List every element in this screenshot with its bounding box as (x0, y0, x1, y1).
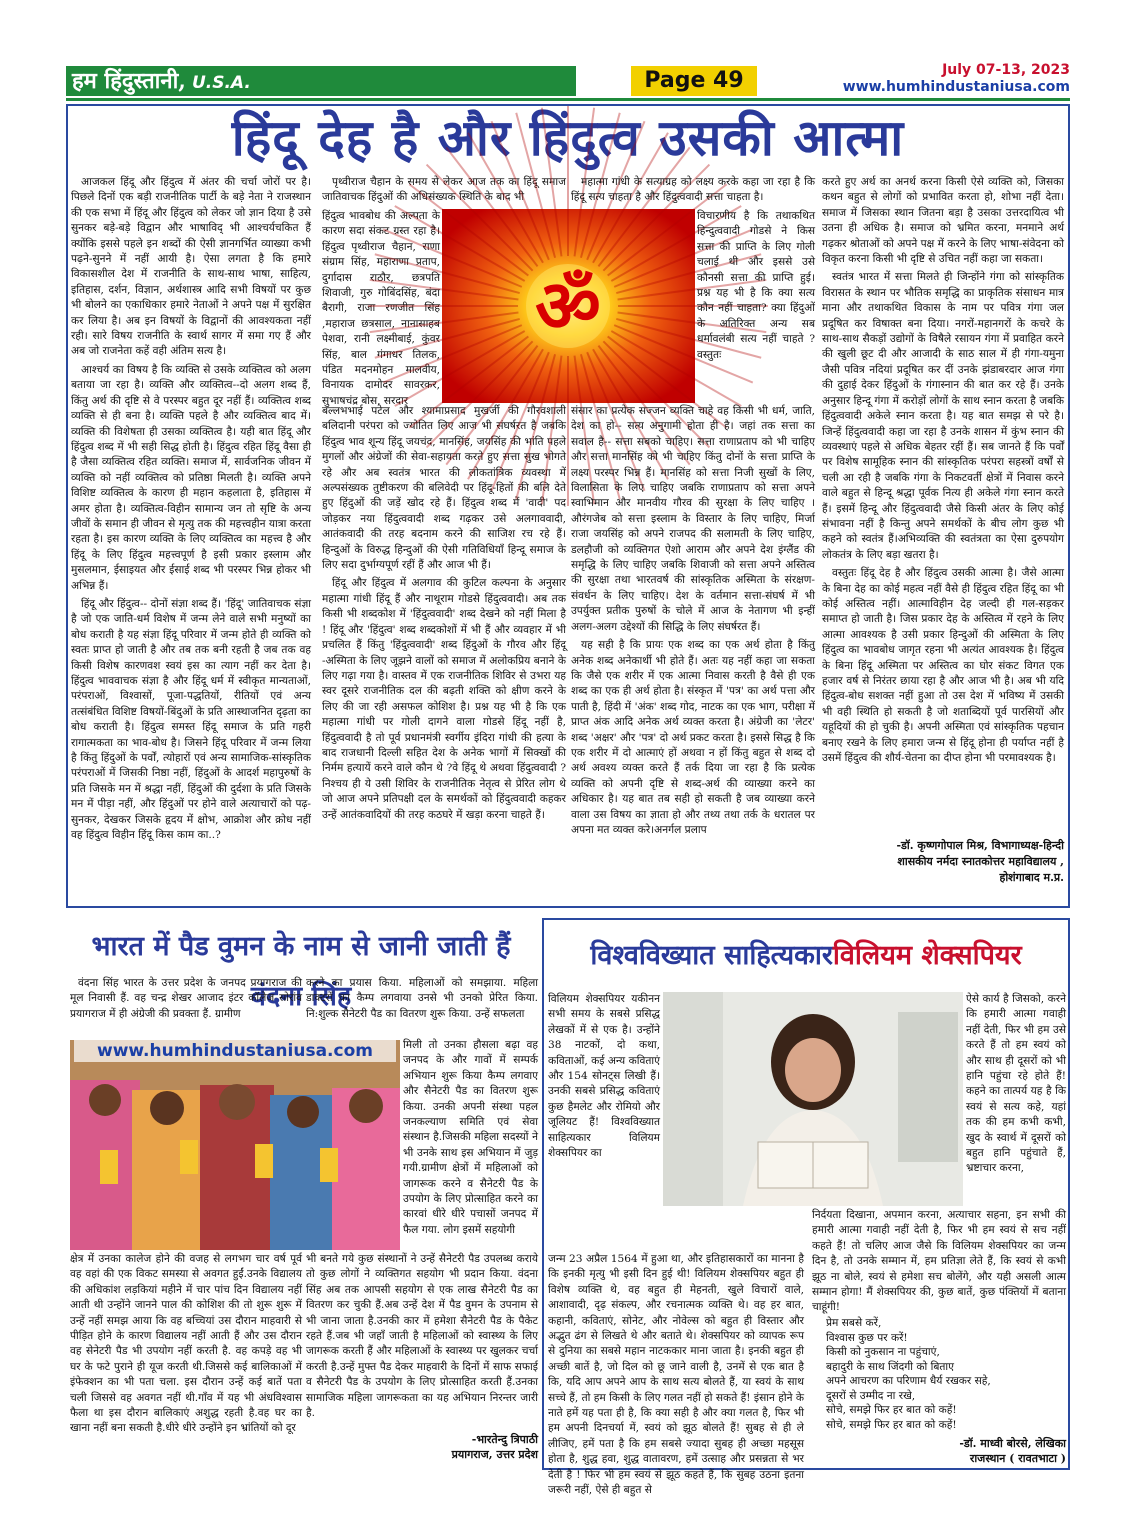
paragraph: आश्चर्य का विषय है कि व्यक्ति से उसके व्यक्तित्व को अलग बताया जा रहा है। व्यक्ति और व्यक्तित्व--दो अलग शब्द हैं, किंतु अर्थ की दृष्टि से वे परस्पर बहुत दूर नहीं हैं। व्यक्तित्व शब्द व्यक्ति से ही बना है। व्यक्ति पहले है और व्यक्तित्व बाद में। व्यक्ति की विशेषता ही उसका व्यक्तित्व है। यही बात हिंदू और हिंदुत्व शब्द में भी सही सिद्ध होती है। हिंदुत्व रहित हिंदू वैसा ही है जैसा व्यक्तित्व रहित व्यक्ति। समाज में, सार्वजनिक जीवन में व्यक्ति को नहीं व्यक्तित्व को प्रतिष्ठा मिलती है। व्यक्ति अपने विशिष्ट व्यक्तित्व के कारण ही महान कहलाता है, इतिहास में अमर होता है। व्यक्तित्व-विहीन सामान्य जन तो सृष्टि के अन्य जीवों के समान ही जीवन से मृत्यु तक की महत्त्वहीन यात्रा करता रहता है। इस कारण व्यक्ति के लिए व्यक्तित्व का महत्त्व है और हिंदू के लिए हिंदुत्व महत्त्वपूर्ण है इसी प्रकार इस्लाम और मुसलमान, ईसाइयत और ईसाई शब्द भी परस्पर भिन्न होकर भी अभिन्न हैं। (71, 363, 311, 592)
paper-name-banner (66, 66, 576, 96)
main-article-column-3-side (697, 209, 815, 404)
paragraph: करने का प्रयास किया. महिलाओं को समझाया. महिला डाक्टरों का कैम्प लगवाया उनसे भी उनको प्रेरित किया. नि:शुल्क सैनेटरी पैड का वितरण शुरू किया. उन्हें सफलता (306, 977, 538, 1020)
paper-name: हम हिंदुस्तानी, (72, 68, 186, 94)
poem-line: सोचे, समझे फिर हर बात को कहें! (826, 1404, 957, 1416)
page-number: Page 49 (631, 66, 757, 96)
byline-line: शासकीय नर्मदा स्नातकोत्तर महाविद्यालय , (897, 855, 1064, 868)
main-article-column-3-bottom (571, 404, 815, 903)
byline-line: -डॉ. माध्वी बोरसे, लेखिका (959, 1437, 1066, 1450)
paragraph: विचारणीय है कि तथाकथित हिन्दुत्ववादी गोडसे ने किस सत्ता की प्राप्ति के लिए गोली चलाई थी और इससे उसे कौनसी सत्ता की प्राप्ति हुई। प्रश्न यह भी है कि क्या सत्य कौन नहीं चाहता? क्या हिंदुओं के अतिरिक्त अन्य सब धर्मावलंबी सत्य नहीं चाहते ?वस्तुतः (697, 210, 815, 361)
shakespeare-article-headline (546, 930, 1066, 982)
shakespeare-bottom-right (812, 1208, 1066, 1314)
vandana-column-1-bottom (70, 1252, 302, 1462)
paragraph: महात्मा गांधी के सत्याग्रह को लक्ष्य करके कहा जा रहा है कि हिंदू सत्य चाहता है और हिंदुत्ववादी सत्ता चाहता है। (571, 176, 815, 204)
paragraph: हिंदुत्व भावबोध की अल्पता के कारण सदा संकट ग्रस्त रहा है। हिंदुत्व पृथ्वीराज चैहान, राणा संग्राम सिंह, महाराणा प्रताप, दुर्गादास राठौर, छत्रपति शिवाजी, गुरु गोबिंदसिंह, बंदा बैरागी, राजा रणजीत सिंह ,महाराज छत्रसाल, नानासाहब पेशवा, रानी लक्ष्मीबाई, कुंवर सिंह, बाल गंगाधर तिलक, पंडित मदनमोहन मालवीय, विनायक दामोदर सावरकर, सुभाषचंद्र बोस, सरदार (322, 210, 440, 407)
main-article-column-2-bottom (322, 404, 566, 903)
paragraph: करते हुए अर्थ का अनर्थ करना किसी ऐसे व्यक्ति को, जिसका कथन बहुत से लोगों को प्रभावित करता हो, शोभा नहीं देता। समाज में जिसका स्थान जितना बड़ा है उसका उत्तरदायित्व भी उतना ही अधिक है। समाज को भ्रमित करना, मनमाने अर्थ गढ़कर श्रोताओं को अपने पक्ष में करने के लिए भाषा-संवेदना को विकृत करना किसी भी दृष्टि से उचित नहीं कहा जा सकता। (822, 176, 1064, 266)
paragraph: निर्दयता दिखाना, अपमान करना, अत्याचार सहना, इन सभी की हमारी आत्मा गवाही नहीं देती है, फिर भी हम स्वयं से सच नहीं कहते हैं! तो चलिए आज जैसे कि विलियम शेक्सपियर का जन्म दिन है, तो उनके सम्मान में, हम प्रतिज्ञा लेते हैं, कि स्वयं से कभी झूठ ना बोले, स्वयं से हमेशा सच बोलेंगे, और यही असली आत्म सम्मान होगा! मैं शेक्सपियर की, कुछ बातें, कुछ पंक्तियों में बताना चाहूंगी! (812, 1209, 1066, 1314)
paragraph: हिंदू और हिंदुत्व-- दोनों संज्ञा शब्द हैं। 'हिंदू' जातिवाचक संज्ञा है जो एक जाति-धर्म विशेष में जन्म लेने वाले सभी मनुष्यों का बोध कराती है यह संज्ञा हिंदू परिवार में जन्म होते ही व्यक्ति को स्वतः प्राप्त हो जाती है और तब तक बनी रहती है जब तक वह किसी विशेष कारणवश स्वयं इस का त्याग नहीं कर देता है। हिंदुत्व भाववाचक संज्ञा है और हिंदू धर्म में स्वीकृत मान्यताओं, परंपराओं, विश्वासों, पूजा-पद्धतियों, रीतियों एवं अन्य तत्संबंधित विशिष्ट विषयों-बिंदुओं के प्रति आस्थाजनित दृढ़ता का बोध कराती है। हिंदुत्व समस्त हिंदू समाज के प्रति गहरी रागात्मकता का भाव-बोध है। जिसने हिंदू परिवार में जन्म लिया है किंतु हिंदुओं के पर्वों, त्योहारों एवं अन्य सामाजिक-सांस्कृतिक परंपराओं में जिसकी निष्ठा नहीं, हिंदुओं के आदर्श महापुरुषों के प्रति जिसके मन में श्रद्धा नहीं, हिंदुओं की दुर्दशा के प्रति जिसके मन में पीड़ा नहीं, और हिंदुओं पर होने वाले अत्याचारों को पढ़-सुनकर, देखकर जिसके हृदय में क्षोभ, आक्रोश और क्रोध नहीं वह हिंदुत्व विहीन हिंदू किस काम का..? (71, 597, 311, 842)
poem-line: विश्वास कुछ पर करें! (826, 1331, 908, 1344)
om-symbol-icon (442, 209, 695, 403)
shakespeare-poem (826, 1316, 1066, 1432)
paper-country: U.S.A. (191, 73, 251, 93)
poem-line: दूसरों से उम्मीद ना रखे, (826, 1389, 916, 1402)
group-photo-graphic (70, 1040, 400, 1250)
reading-photo-graphic (663, 992, 963, 1206)
paragraph: वंदना सिंह भारत के उत्तर प्रदेश के जनपद प्रयागराज की मूल निवासी हैं. वह चन्द्र शेखर आजाद इंटर कॉलेज सोरांव प्रयागराज में ही अंग्रेजी की प्रवक्ता हैं. ग्रामीण (70, 977, 302, 1020)
main-article-byline (822, 838, 1064, 886)
paragraph: संसार का प्रत्येक सज्जन व्यक्ति चाहे वह किसी भी धर्म, जाति, देश का हो-- सत्य अनुगामी होता ही है। जहां तक सत्ता का सवाल है-- सत्ता सबको चाहिए। सत्ता राणाप्रताप को भी चाहिए और सत्ता मानसिंह को भी चाहिए किंतु दोनों के सत्ता प्राप्ति के लक्ष्य परस्पर भिन्न हैं। मानसिंह को सत्ता निजी सुखों के लिए, विलासिता के लिए चाहिए जबकि राणाप्रताप को सत्ता अपने स्वाभिमान और मानवीय गौरव की सुरक्षा के लिए चाहिए ।औरंगजेब को सत्ता इस्लाम के विस्तार के लिए चाहिए, मिर्जा राजा जयसिंह को अपने राजपद की सलामती के लिए चाहिए, डलहौजी को व्यक्तिगत ऐशो आराम और अपने देश इंग्लैंड की समृद्धि के लिए चाहिए जबकि शिवाजी को सत्ता अपने अस्तित्व की सुरक्षा तथा भारतवर्ष की सांस्कृतिक अस्मिता के संरक्षण-संवर्धन के लिए चाहिए। देश के वर्तमान सत्ता-संघर्ष में भी उपर्युक्त प्रतीक पुरुषों के चोले में आज के नेतागण भी इन्हीं अलग-अलग उद्देश्यों की सिद्धि के लिए संघर्षरत हैं। (571, 405, 815, 633)
headline-part-1: विश्वविख्यात साहित्यकार (590, 940, 833, 971)
vandana-photo (70, 1040, 400, 1250)
vandana-column-2-bottom (306, 1252, 538, 1432)
woman-reading-photo (663, 992, 963, 1206)
byline-line: प्रयागराज, उत्तर प्रदेश (451, 1448, 538, 1461)
poem-line: बहादुरी के साथ जिंदगी को बिताए (826, 1360, 955, 1373)
photo-watermark-url: www.humhindustaniusa.com (74, 1040, 396, 1062)
paragraph: बल्लभभाई पटेल और श्यामाप्रसाद मुखर्जी की गौरवशाली बलिदानी परंपरा को ज्योतित लिए आज भी संघर्षरत है जबकि हिंदुत्व भाव शून्य हिंदू जयचंद, मानसिंह, जयसिंह की भांति पहले मुगलों और अंग्रेजों की सेवा-सहायता करते हुए सत्ता सुख भोगते रहे और अब स्वतंत्र भारत की लोकतांत्रिक व्यवस्था में अल्पसंख्यक तुष्टीकरण की बलिवेदी पर हिंदू-हितों की बलि देते हुए हिंदुओं की जड़ें खोद रहे हैं। हिंदुत्व शब्द में 'वादी' पद जोड़कर नया हिंदुत्ववादी शब्द गढ़कर उसे अलगाववादी, आतंकवादी की तरह बदनाम करने की साजिश रच रहे हैं। हिन्दुओं के विरुद्ध हिन्दुओं की ऐसी गतिविधियाँ हिन्दू समाज के लिए सदा दुर्भाग्यपूर्ण रहीं हैं और आज भी हैं। (322, 405, 566, 572)
poem-line: सोचे, समझे फिर हर बात को कहें! (826, 1418, 957, 1431)
paragraph: हिंदू और हिंदुत्व में अलगाव की कुटिल कल्पना के अनुसार महात्मा गांधी हिंदू हैं और नाथूराम गोडसे हिंदुत्ववादी। अब तक किसी भी शब्दकोश में 'हिंदुत्ववादी' शब्द देखने को नहीं मिला है ! हिंदू और 'हिंदुत्व' शब्द शब्दकोशों में भी हैं और व्यवहार में भी प्रचलित हैं किंतु 'हिंदुत्ववादी' शब्द हिंदुओं के गौरव और हिंदू -अस्मिता के लिए जूझने वालों को समाज में अलोकप्रिय बनाने के लिए गढ़ा गया है। वास्तव में एक राजनीतिक शिविर से उभरा यह स्वर दूसरे राजनीतिक दल की बढ़ती शक्ति को क्षीण करने के लिए की जा रही असफल कोशिश है। प्रश्न यह भी है कि एक महात्मा गांधी पर गोली दागने वाला गोडसे हिंदू नहीं है, हिंदुत्ववादी है तो पूर्व प्रधानमंत्री स्वर्गीय इंदिरा गांधी की हत्या के बाद राजधानी दिल्ली सहित देश के अनेक भागों में सिक्खों की निर्मम हत्यायें करने वाले कौन थे ?वे हिंदू थे अथवा हिंदुत्ववादी ?निश्चय ही ये उसी शिविर के राजनीतिक नेतृत्व से प्रेरित लोग थे जो आज अपने प्रतिपक्षी दल के समर्थकों को हिंदुत्ववादी कहकर उन्हें आतंकवादियों की तरह कठघरे में खड़ा करना चाहते हैं। (322, 577, 566, 821)
om-sunburst-graphic (442, 209, 695, 403)
headline-part-2: विलियम शेक्सपियर (832, 940, 1022, 971)
paragraph: मिली तो उनका हौसला बढ़ा वह जनपद के और गावों में सम्पर्क अभियान शुरू किया कैम्प लगवाए और सैनेटरी पैड का वितरण शुरू किया. उनकी अपनी संस्था पहल जनकल्याण समिति एवं सेवा संस्थान है.जिसकी महिला सदस्यों ने भी उनके साथ इस अभियान में जुड़ गयी.ग्रामीण क्षेत्रों में महिलाओं को जागरूक करने व सैनेटरी पैड के उपयोग के लिए प्रोत्साहित करने का कारवां धीरे धीरे पचासों जनपद में फैल गया. लोग इसमें सहयोगी (403, 1039, 538, 1236)
vandana-column-2-top (306, 976, 538, 1038)
vandana-article-byline (306, 1432, 538, 1462)
shakespeare-bottom-left (548, 1252, 804, 1497)
poem-line: प्रेम सबसे करें, (826, 1317, 882, 1329)
paragraph: यह सही है कि प्रायः एक शब्द का एक अर्थ होता है किंतु अनेक शब्द अनेकार्थी भी होते हैं। अतः यह नहीं कहा जा सकता कि जैसे एक शरीर में एक आत्मा निवास करती है वैसे ही एक शब्द का एक ही अर्थ होता है। संस्कृत में 'पत्र' का अर्थ पत्ता और पाती है, हिंदी में 'अंक' शब्द गोद, नाटक का एक भाग, परीक्षा में प्राप्त अंक आदि अनेक अर्थ व्यक्त करता है। अंग्रेजी का 'लेटर' शब्द 'अक्षर' और 'पत्र' दो अर्थ प्रकट करता है। इससे सिद्ध है कि एक शरीर में दो आत्माएं हों अथवा न हों किंतु बहुत से शब्द दो अर्थ अवश्य व्यक्त करते हैं तर्क दिया जा रहा है कि प्रत्येक व्यक्ति को अपनी दृष्टि से शब्द-अर्थ की व्याख्या करने का अधिकार है। यह बात तब सही हो सकती है जब व्याख्या करने वाला उस विषय का ज्ञाता हो और तथ्य तथा तर्क के धरातल पर अपना मत व्यक्त करे।अनर्गल प्रलाप (571, 639, 815, 836)
paragraph: वस्तुतः हिंदू देह है और हिंदुत्व उसकी आत्मा है। जैसे आत्मा के बिना देह का कोई महत्व नहीं वैसे ही हिंदुत्व रहित हिंदू का भी कोई अस्तित्व नहीं। आत्माविहीन देह जल्दी ही गल-सड़कर समाप्त हो जाती है। जिस प्रकार देह के अस्तित्व में रहने के लिए आत्मा आवश्यक है उसी प्रकार हिन्दुओं की अस्मिता के लिए हिंदुत्व का भावबोध जागृत रहना भी अत्यंत आवश्यक है। हिंदुत्व के बिना हिंदू अस्मिता पर अस्तित्व का घोर संकट विगत एक हजार वर्ष से निरंतर छाया रहा है और आज भी है। अब भी यदि हिंदुत्व-बोध सशक्त नहीं हुआ तो उस देश में भविष्य में उसकी भी वही स्थिति हो सकती है जो शताब्दियों पूर्व पारसियों और यहूदियों की हो चुकी है। अपनी अस्मिता एवं सांस्कृतिक पहचान बनाए रखने के लिए हमारा जन्म से हिंदू होना ही पर्याप्त नहीं है उसमें हिंदुत्व की शौर्य-चेतना का दीप्त होना भी परमावश्यक है। (822, 567, 1064, 765)
byline-line: होशंगाबाद म.प्र. (999, 871, 1064, 884)
main-article-column-1 (71, 175, 311, 903)
paragraph: आजकल हिंदू और हिंदुत्व में अंतर की चर्चा जोरों पर है। पिछले दिनों एक बड़ी राजनीतिक पार्टी के बड़े नेता ने राजस्थान की एक सभा में हिंदू और हिंदुत्व को लेकर जो ज्ञान दिया है उसे सुनकर बड़े-बड़े विद्वान और भाषाविद् भी आश्चर्यचकित हैं क्योंकि इससे पहले इन शब्दों की ऐसी ज्ञानगर्भित व्याख्या कभी पढ़ने-सुनने में नहीं आयी है। ऐसा लगता है कि हमारे विकासशील देश में राजनीति के साथ-साथ भाषा, साहित्य, इतिहास, दर्शन, विज्ञान, अर्थशास्त्र आदि सभी विषयों पर कुछ भी बोलने का एकाधिकार हमारे नेताओं ने अपने पक्ष में सुरक्षित कर लिया है। अब इन विषयों के विद्वानों की आवश्यकता नहीं रही। सारे विषय राजनीति के स्वार्थ सागर में समा गए हैं और अब जो राजनेता कहें वही अंतिम सत्य है। (71, 176, 311, 358)
main-article-column-2-top (322, 175, 566, 209)
byline-line: -डॉ. कृष्णगोपाल मिश्र, विभागाध्यक्ष-हिन्दी (896, 839, 1064, 852)
masthead (66, 62, 1070, 96)
vandana-column-2-side (403, 1038, 538, 1250)
main-article-column-3-top (571, 175, 815, 209)
paragraph: स्वतंत्र भारत में सत्ता मिलते ही जिन्होंने गंगा को सांस्कृतिक विरासत के स्थान पर भौतिक समृद्धि का प्राकृतिक संसाधन मात्र माना और तथाकथित विकास के नाम पर पवित्र गंगा जल प्रदूषित कर विषाक्त बना दिया। नगरों-महानगरों के कचरे के साथ-साथ सैकड़ों उद्योगों के विषैले रसायन गंगा में प्रवाहित करने की खुली छूट दी और आजादी के साठ साल में ही गंगा-यमुना जैसी पवित्र नदियां प्रदूषित कर दीं उनके झंडाबरदार आज गंगा की दुहाई देकर हिंदुओं के गंगास्नान की बात कर रहे हैं। उनके अनुसार हिन्दू गंगा में करोड़ों लोगों के साथ स्नान करता है जबकि हिंदुत्ववादी अकेले स्नान करता है। यह बात समझ से परे है। जिन्हें हिंदुत्ववादी कहा जा रहा है उनके शासन में कुंभ स्नान की व्यवस्थाएं पहले से अधिक बेहतर रहीं हैं। सब जानते हैं कि पर्वों पर विशेष सामूहिक स्नान की सांस्कृतिक परंपरा सहस्त्रों वर्षों से चली आ रही है जबकि गंगा के निकटवर्ती क्षेत्रों में निवास करने वाले बहुत से हिन्दू श्रद्धा पूर्वक नित्य ही अकेले गंगा स्नान करते हैं। इसमें हिन्दू और हिंदुत्ववादी जैसे किसी अंतर के लिए कोई संभावना नहीं है किन्तु अपने समर्थकों के बीच लोग कुछ भी कहने को स्वतंत्र हैं।अभिव्यक्ति की स्वतंत्रता का ऐसा दुरुपयोग लोकतंत्र के लिए बड़ा खतरा है। (822, 271, 1064, 561)
paragraph: क्षेत्र में उनका कालेज होने की वजह से लगभग चार वर्ष पूर्व वह वहां की एक विकट समस्या से अवगत हुईं.उनके विद्यालय की अधिकांश लड़कियां महीने में चार पांच दिन विद्यालय नहीं आती थी उन्होंने जानने पाल की कोशिश की तो शुरू शुरू में उन्हें नहीं समझ आया कि वह बच्चियां उस दौरान माहवारी से पीड़ित होने के कारण विद्यालय नहीं आती हैं और उस दौरान वह सेनेटरी पैड भी उपयोग नहीं करती है. वह कपड़े वह भी घर के फटे पुराने ही यूज करती थी.जिससे कई बालिकाओं में इंफेक्शन का भी पता चला. इस दौरान उन्हें कई बातें पता चली जिससे वह अवगत नहीं थी.गाँव में यह भी अंधविश्वास फैला था इस दौरान बालिकाएं अशुद्ध रहती है.वह घर का खाना नहीं बना सकती है.धीरे धीरे उन्होंने इन भ्रांतियों को दूर (70, 1253, 302, 1435)
shakespeare-column-1 (548, 992, 660, 1252)
byline-line: राजस्थान ( रावतभाटा ) (969, 1452, 1066, 1465)
poem-line: अपने आचरण का परिणाम धैर्य रखकर सहे, (826, 1375, 991, 1387)
paragraph: पृथ्वीराज चैहान के समय से लेकर आज तक का हिंदू समाज जातिवाचक हिंदुओं की अधिसंख्यक स्थिति के बाद भी (322, 176, 566, 204)
issue-date: July 07-13, 2023 (942, 62, 1070, 78)
vandana-column-1-top (70, 976, 302, 1038)
masthead-info (770, 62, 1070, 96)
main-article-headline: हिंदू देह है और हिंदुत्व उसकी आत्मा (231, 108, 905, 167)
paragraph: जन्म 23 अप्रैल 1564 में हुआ था, और इतिहासकारों का मानना है कि इनकी मृत्यु भी इसी दिन हुई थी! विलियम शेक्सपियर बहुत ही विशेष व्यक्ति थे, वह बहुत ही मेहनती, खुले विचारों वाले, आशावादी, दृढ़ संकल्प, और रचनात्मक व्यक्ति थे। वह हर बात, कहानी, कविताएं, सोनेट, और नोवेल्स को बहुत ही विस्तार और अद्भुत ढंग से लिखते थे और बताते थे। शेक्सपियर को व्यापक रूप से दुनिया का सबसे महान नाटककार माना जाता है। इनकी बहुत ही अच्छी बातें है, जो दिल को छू जाने वाली है, उनमें से एक बात है कि, यदि आप अपने आप के साथ सत्य बोलते हैं, या स्वयं के साथ सच्चे हैं, तो हम किसी के लिए गलत नहीं हो सकते हैं! इंसान होने के नाते हमें यह पता ही है, कि क्या सही है और क्या गलत है, फिर भी हम अपनी दिनचर्या में, स्वयं को झूठ बोलते हैं! सुबह से ही ले लीजिए, हमें पता है कि हम सबसे ज्यादा सुबह ही अच्छा महसूस होता है, शुद्ध हवा, शुद्ध वातावरण, हमें उत्साह और प्रसन्नता से भर देती है ! फिर भी हम स्वयं से झूठ कहते हैं, कि सुबह उठना इतना जरूरी नहीं, ऐसे ही बहुत से (548, 1253, 804, 1497)
svg-text:ॐ: ॐ (535, 264, 601, 348)
paragraph: विलियम शेक्सपियर यकीनन सभी समय के सबसे प्रसिद्ध लेखकों में से एक है। उन्होंने 38 नाटकों, दो कथा, कविताओं, कई अन्य कविताएं और 154 सोनट्स लिखी हैं।उनकी सबसे प्रसिद्ध कविताएं कुछ हैमलेट और रोमियो और जूलियट हैं! विश्वविख्यात साहित्यकार विलियम शेक्सपियर का (548, 993, 660, 1160)
byline-line: -भारतेन्दु त्रिपाठी (471, 1433, 538, 1446)
masthead-rule (66, 98, 1070, 101)
website-link[interactable]: www.humhindustaniusa.com (842, 79, 1070, 95)
vandana-article-headline: भारत में पैड वुमन के नाम से जानी जाती हैं वंदना सिंह (91, 931, 511, 1012)
main-article-column-4 (822, 175, 1064, 835)
paragraph: भी बनते गये कुछ संस्थानों ने उन्हें सैनेटरी पैड उपलब्ध कराये तो कुछ लोगों ने व्यक्तिगत सहयोग भी प्रदान किया. वंदना सिंह अब तक आपसी सहयोग से एक लाख सैनेटरी पैड का वितरण कर चुकी हैं.अब उन्हें देश में पैड वुमन के उपनाम से भी जाना जाता है.उनकी कार में हमेशा सैनेटरी पैड के पैकेट रहते हैं.जब भी जहाँ जाती है महिलाओं को स्वास्थ्य के लिए जागरूक करती हैं और महिलाओं के स्वास्थ्य पर खुलकर चर्चा करती है.उन्हें मुफ्त पैड देकर माहवारी के दिनों में साफ सफाई व सैनेटरी पैड के उपयोग के लिए प्रोत्साहित करती हैं.उनका सामाजिक महिला जागरूकता का यह अभियान निरन्तर जारी है. (306, 1253, 538, 1420)
shakespeare-column-3 (966, 992, 1066, 1208)
paragraph: ऐसे कार्य है जिसको, करने कि हमारी आत्मा गवाही नहीं देती, फिर भी हम उसे करते हैं तो हम स्वयं को और साथ ही दूसरों को भी हानि पहुंचा रहे होते हैं! कहने का तात्पर्य यह है कि स्वयं से सत्य कहे, यहां तक की हम कभी कभी, खुद के स्वार्थ में दूसरों को बहुत हानि पहुंचाते हैं, भ्रष्टाचार करना, (966, 993, 1066, 1175)
shakespeare-article-byline (812, 1436, 1066, 1466)
poem-line: किसी को नुकसान ना पहुंचाएं, (826, 1346, 940, 1358)
